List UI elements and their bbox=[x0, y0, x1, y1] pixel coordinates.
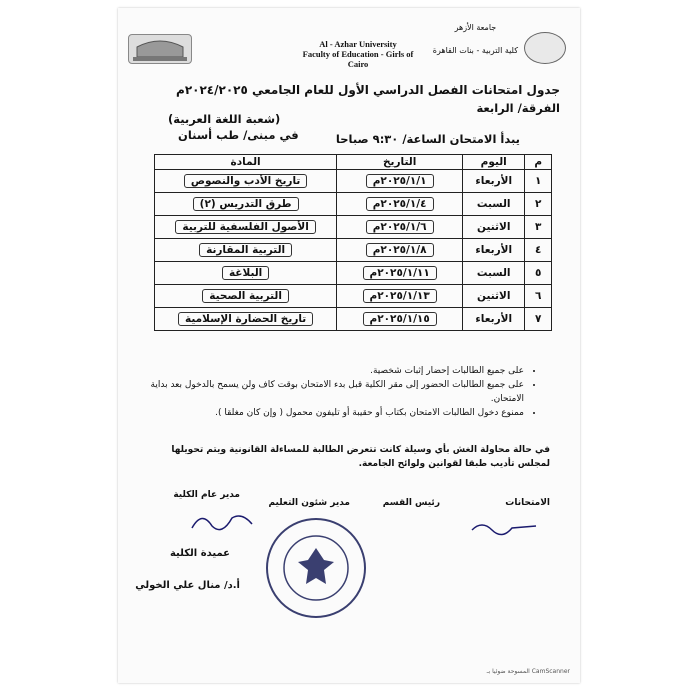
row-date-value: ٢٠٢٥/١/١٣م bbox=[363, 289, 437, 303]
table-row bbox=[155, 308, 552, 331]
branch-label: (شعبة اللغة العربية) bbox=[168, 112, 281, 126]
row-num: ٣ bbox=[525, 216, 552, 239]
eagle-emblem-icon bbox=[268, 520, 364, 616]
row-num: ٥ bbox=[525, 262, 552, 285]
row-date-value: ٢٠٢٥/١/٨م bbox=[366, 243, 434, 257]
university-name-en: Al - Azhar University bbox=[319, 39, 397, 49]
handwritten-signature-icon bbox=[470, 516, 540, 538]
table-row bbox=[155, 216, 552, 239]
row-day: الأربعاء bbox=[463, 239, 525, 262]
dean-title: عميدة الكلية bbox=[169, 548, 230, 559]
row-subject bbox=[155, 170, 337, 193]
signature-affairs: مدير شئون التعليم bbox=[268, 498, 350, 508]
row-subject-value: تاريخ الأدب والنصوص bbox=[184, 174, 308, 188]
row-num: ٢ bbox=[525, 193, 552, 216]
row-date-value: ٢٠٢٥/١/٤م bbox=[366, 197, 434, 211]
signature-exams: الامتحانات bbox=[505, 498, 550, 508]
level-label: الفرقة/ الرابعة bbox=[476, 101, 560, 115]
row-date-value: ٢٠٢٥/١/١م bbox=[366, 174, 434, 188]
row-subject bbox=[155, 308, 337, 331]
row-subject-value: التربية المقارنة bbox=[199, 243, 292, 257]
row-date-value: ٢٠٢٥/١/١٥م bbox=[363, 312, 437, 326]
row-subject bbox=[155, 285, 337, 308]
row-num: ٧ bbox=[525, 308, 552, 331]
header-num: م bbox=[525, 155, 552, 170]
city-name-en: Cairo bbox=[347, 59, 369, 69]
row-date-value: ٢٠٢٥/١/١١م bbox=[363, 266, 437, 280]
row-num: ١ bbox=[525, 170, 552, 193]
row-date-value: ٢٠٢٥/١/٦م bbox=[366, 220, 434, 234]
handwritten-signature-icon bbox=[188, 508, 258, 538]
row-subject-value: البلاغة bbox=[222, 266, 269, 280]
page-title: جدول امتحانات الفصل الدراسي الأول للعام الجامعي ٢٠٢٤/٢٠٢٥م bbox=[176, 83, 560, 97]
table-row bbox=[155, 262, 552, 285]
row-day: الأربعاء bbox=[463, 170, 525, 193]
row-day: السبت bbox=[463, 193, 525, 216]
document-page bbox=[118, 8, 580, 683]
table-row bbox=[155, 239, 552, 262]
note-item: • ممنوع دخول الطالبات الامتحان بكتاب أو حقيبة أو تليفون محمول ( وإن كان مغلقا ). bbox=[150, 406, 524, 420]
row-date bbox=[337, 216, 463, 239]
university-name-ar: جامعة الأزهر bbox=[454, 23, 497, 32]
row-subject bbox=[155, 262, 337, 285]
row-subject-value: طرق التدريس (٢) bbox=[193, 197, 299, 211]
table-header-row bbox=[155, 155, 552, 170]
table-row bbox=[155, 193, 552, 216]
building-label: في مبنى/ طب أسنان bbox=[178, 128, 299, 142]
row-subject-value: التربية الصحية bbox=[202, 289, 289, 303]
mosque-logo-icon bbox=[129, 35, 191, 63]
official-seal-icon bbox=[266, 518, 366, 618]
cheating-warning: في حالة محاولة الغش بأي وسيلة كانت تتعرض الطالبة للمساءلة القانونية ويتم تحويلها لمجلس تأديب طبقا لقوانين ولوائح الجامعة. bbox=[171, 445, 550, 469]
signature-head: رئيس القسم bbox=[382, 498, 440, 508]
header-english bbox=[288, 39, 428, 69]
header-date: التاريخ bbox=[337, 155, 463, 170]
row-date bbox=[337, 193, 463, 216]
row-day: الاثنين bbox=[463, 216, 525, 239]
row-date bbox=[337, 239, 463, 262]
row-num: ٤ bbox=[525, 239, 552, 262]
table-row bbox=[155, 285, 552, 308]
university-logo bbox=[128, 34, 192, 64]
row-subject-value: الأصول الفلسفية للتربية bbox=[175, 220, 316, 234]
faculty-logo bbox=[524, 32, 566, 64]
row-date bbox=[337, 262, 463, 285]
faculty-name-en: Faculty of Education - Girls of bbox=[302, 49, 414, 59]
note-item: • على جميع الطالبات الحضور إلى مقر الكلية قبل بدء الامتحان بوقت كاف ولن يسمح بالدخول بعد بداية الامتحان. bbox=[150, 378, 524, 406]
table-row bbox=[155, 170, 552, 193]
notes-section bbox=[150, 364, 540, 420]
row-subject bbox=[155, 193, 337, 216]
signature-general: مدير عام الكلية bbox=[173, 490, 240, 500]
row-subject bbox=[155, 239, 337, 262]
row-day: الاثنين bbox=[463, 285, 525, 308]
row-date bbox=[337, 308, 463, 331]
dean-name: أ.د/ منال علي الخولي bbox=[135, 580, 240, 591]
notes-list bbox=[150, 364, 540, 420]
row-subject-value: تاريخ الحضارة الإسلامية bbox=[178, 312, 313, 326]
row-day: السبت bbox=[463, 262, 525, 285]
header-arabic bbox=[433, 22, 518, 56]
scanner-watermark: CamScanner المسوحة ضوئيا بـ bbox=[486, 668, 570, 675]
row-date bbox=[337, 285, 463, 308]
note-item: • على جميع الطالبات إحضار إثبات شخصية. bbox=[150, 364, 524, 378]
faculty-name-ar: كلية التربية - بنات القاهرة bbox=[432, 46, 518, 55]
start-time: يبدأ الامتحان الساعة/ ٩:٣٠ صباحا bbox=[335, 132, 520, 146]
row-date bbox=[337, 170, 463, 193]
header-subject: المادة bbox=[155, 155, 337, 170]
row-day: الأربعاء bbox=[463, 308, 525, 331]
row-num: ٦ bbox=[525, 285, 552, 308]
exam-schedule-table bbox=[154, 154, 552, 331]
header-day: اليوم bbox=[463, 155, 525, 170]
row-subject bbox=[155, 216, 337, 239]
